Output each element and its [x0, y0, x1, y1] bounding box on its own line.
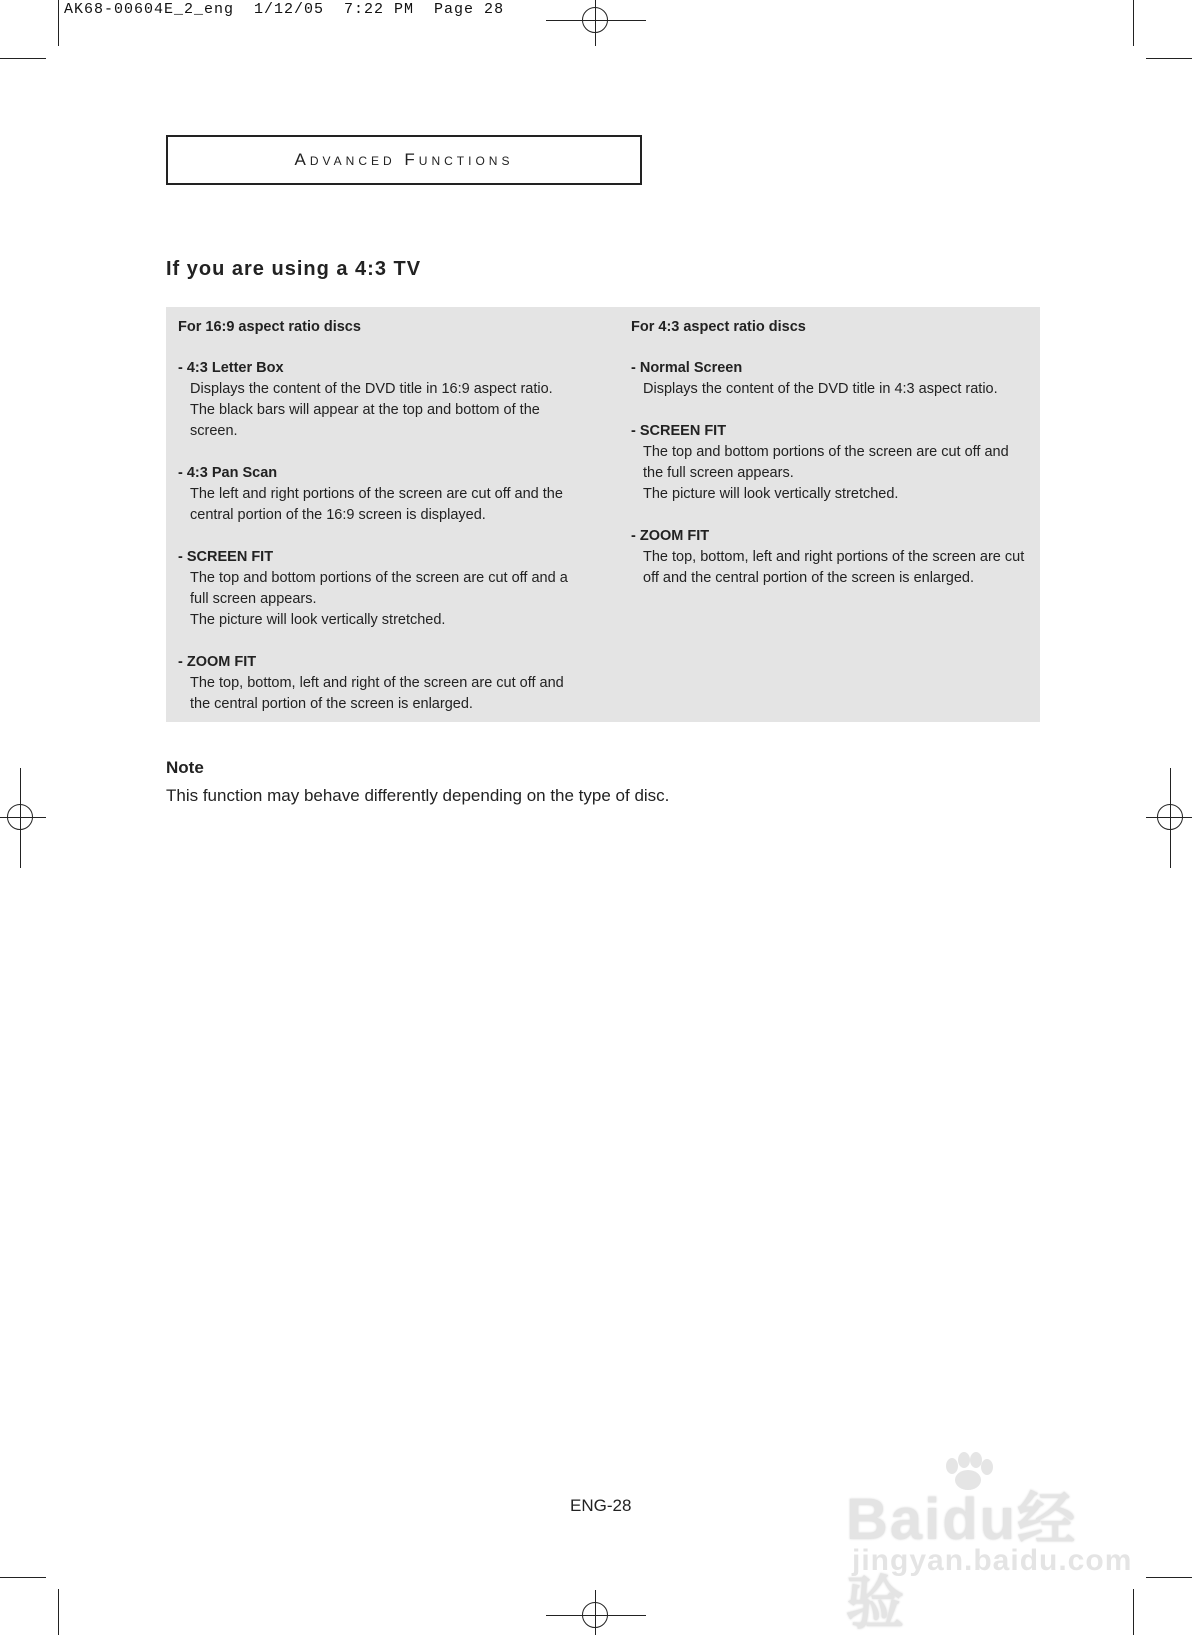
- item-description: The top, bottom, left and right of the screen are cut off and the central portion of the screen is enlarged.: [190, 675, 564, 712]
- watermark-brand: Baidu经验: [846, 1487, 1078, 1636]
- left-column: [178, 317, 598, 736]
- aspect-ratio-panel: [166, 307, 1040, 722]
- list-item: [178, 463, 598, 526]
- watermark-logo: [846, 1452, 1133, 1636]
- crop-mark: [1133, 0, 1134, 46]
- subheading: If you are using a 4:3 TV: [166, 258, 422, 280]
- item-description: Displays the content of the DVD title in 4:3 aspect ratio.: [643, 381, 998, 397]
- registration-circle: [582, 1602, 608, 1628]
- list-item: [178, 652, 598, 715]
- column-heading: For 4:3 aspect ratio discs: [631, 319, 806, 335]
- item-title: - Normal Screen: [631, 360, 743, 376]
- crop-mark: [58, 1589, 59, 1635]
- item-description: The left and right portions of the screen are cut off and the central portion of the 16:9 screen is displayed.: [190, 486, 563, 523]
- page-number: ENG-28: [570, 1496, 632, 1515]
- item-description: The top, bottom, left and right portions of the screen are cut off and the central portion of the screen is enlarged.: [643, 549, 1025, 586]
- watermark-url: jingyan.baidu.com: [852, 1544, 1133, 1577]
- column-heading: For 16:9 aspect ratio discs: [178, 319, 361, 335]
- item-description: Displays the content of the DVD title in 16:9 aspect ratio. The black bars will appear at the top and bottom of the screen.: [190, 381, 553, 439]
- item-title: - SCREEN FIT: [631, 423, 727, 439]
- list-item: [178, 358, 598, 442]
- list-item: [631, 526, 1041, 589]
- note-text: This function may behave differently depending on the type of disc.: [166, 786, 670, 805]
- note-label: Note: [166, 758, 204, 777]
- crop-mark: [0, 58, 46, 59]
- registration-circle: [582, 7, 608, 33]
- list-item: [631, 421, 1041, 505]
- list-item: [178, 547, 598, 631]
- item-title: - 4:3 Letter Box: [178, 360, 284, 376]
- item-description: The top and bottom portions of the screen are cut off and a full screen appears. The picture will look vertically stretched.: [190, 570, 568, 628]
- crop-mark: [1146, 1577, 1192, 1578]
- registration-circle: [7, 804, 33, 830]
- item-title: - 4:3 Pan Scan: [178, 465, 278, 481]
- item-title: - ZOOM FIT: [631, 528, 710, 544]
- crop-mark: [1146, 58, 1192, 59]
- list-item: [631, 358, 1041, 400]
- item-description: The top and bottom portions of the screen are cut off and the full screen appears. The picture will look vertically stretched.: [643, 444, 1009, 502]
- crop-mark: [0, 1577, 46, 1578]
- crop-mark: [58, 0, 59, 46]
- crop-mark: [1133, 1589, 1134, 1635]
- section-title: Advanced Functions: [294, 150, 514, 169]
- item-title: - ZOOM FIT: [178, 654, 257, 670]
- item-title: - SCREEN FIT: [178, 549, 274, 565]
- right-column: [631, 317, 1041, 610]
- registration-circle: [1157, 804, 1183, 830]
- section-title-box: [166, 135, 642, 185]
- print-slug: AK68-00604E_2_eng 1/12/05 7:22 PM Page 28: [64, 1, 505, 18]
